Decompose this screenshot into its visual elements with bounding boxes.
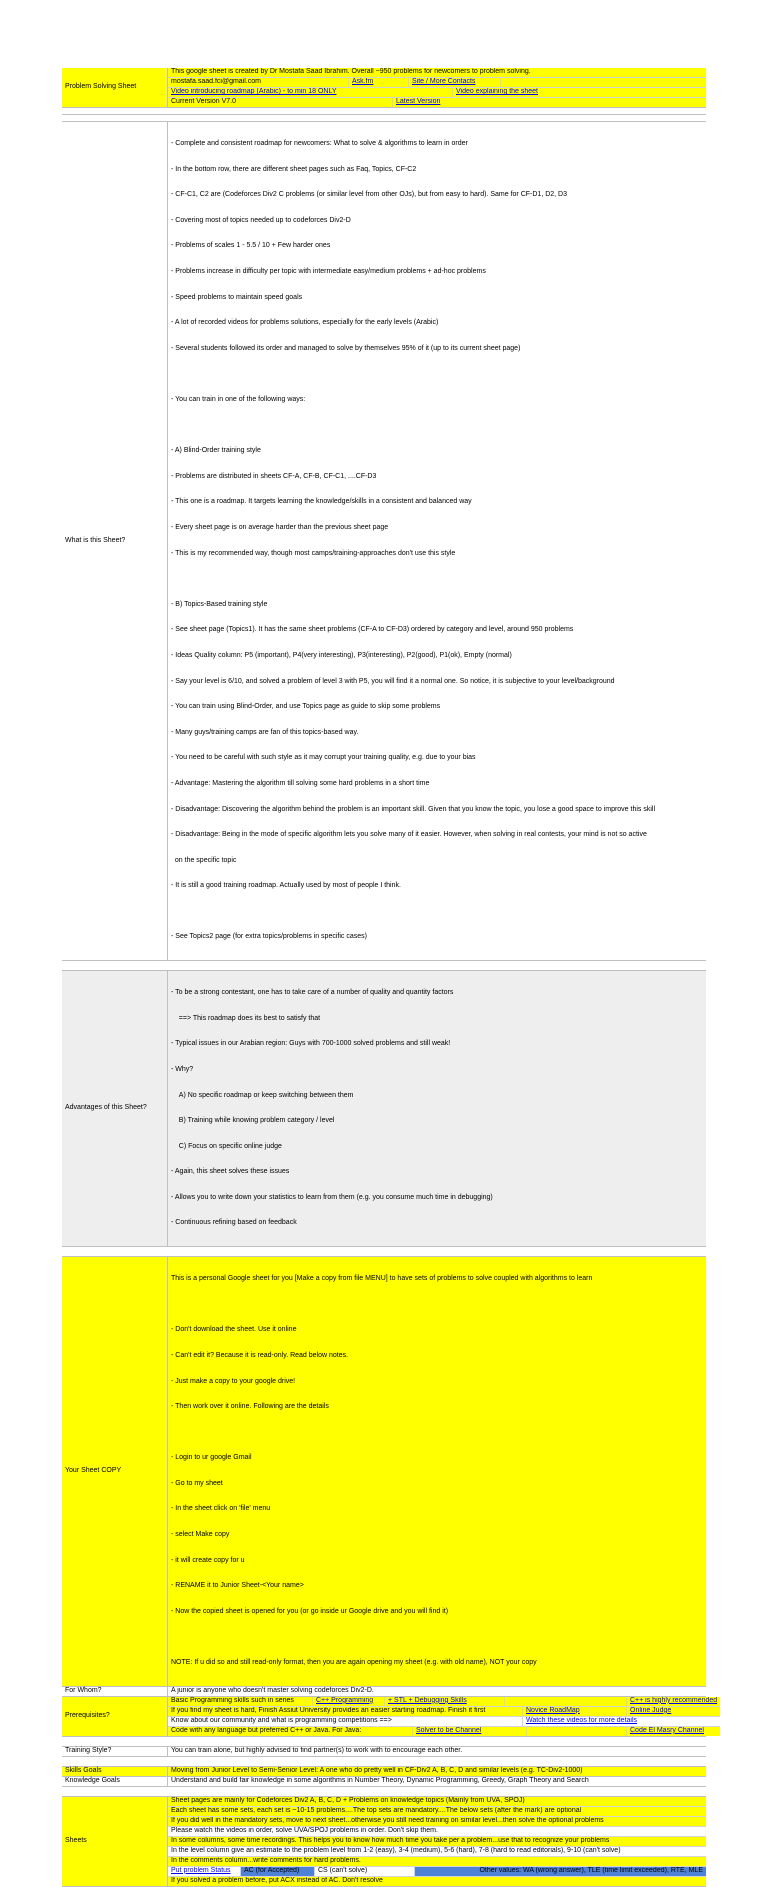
- what-line-16: - This is my recommended way, though most camps/training-approaches don't use this style: [171, 549, 456, 557]
- sheets-line-4: In some columns, some time recordings. This helps you to know how much time you take per a problem...use that to recognize your problems: [171, 1836, 610, 1844]
- code-el-masry-link[interactable]: Code El Masry Channel: [630, 1726, 704, 1734]
- knowledge-text: Understand and build fair knowledge in some algorithms in Number Theory, Dynamic Programming, Greedy, Graph Theory and Search: [171, 1776, 589, 1784]
- copy-line-12: - RENAME it to Junior Sheet-<Your name>: [171, 1582, 304, 1590]
- latest-version-link[interactable]: Latest Version: [396, 98, 441, 106]
- header-section: [62, 68, 706, 108]
- what-line-0: - Complete and consistent roadmap for newcomers: What to solve & algorithms to learn in order: [171, 140, 468, 148]
- training-label: Training Style?: [62, 1747, 168, 1756]
- whom-label: For Whom?: [62, 1687, 168, 1696]
- what-line-26: - Disadvantage: Discovering the algorithm behind the problem is an important skill. Given that you know the topic, you lose a good space to improve this skill: [171, 805, 656, 813]
- spreadsheet: [62, 68, 718, 1887]
- video-sheet-link[interactable]: Video explaining the sheet: [456, 88, 538, 96]
- copy-line-1: [171, 1301, 703, 1310]
- prereq-r1-text: Basic Programming skills such in series: [171, 1696, 294, 1704]
- adv-line-6: C) Focus on specific online judge: [171, 1142, 282, 1150]
- solver-channel-link[interactable]: Solver to be Channel: [416, 1726, 482, 1734]
- advantages-section: [62, 971, 706, 1247]
- copy-line-13: - Now the copied sheet is opened for you (or go inside ur Google drive and you will find it): [171, 1607, 449, 1615]
- what-section: [62, 122, 706, 961]
- site-link[interactable]: Site / More Contacts: [412, 78, 476, 86]
- skills-text: Moving from Junior Level to Semi-Senior Level: A one who do pretty well in CF-Div2 A, B, C, D and similar levels (e.g. TC-Div2-1000): [171, 1766, 583, 1774]
- adv-line-7: - Again, this sheet solves these issues: [171, 1168, 290, 1176]
- adv-line-3: - Why?: [171, 1065, 194, 1073]
- adv-line-2: - Typical issues in our Arabian region: Guys with 700-1000 solved problems and still weak!: [171, 1040, 451, 1048]
- adv-line-9: - Continuous refining based on feedback: [171, 1219, 297, 1227]
- whom-text: A junior is anyone who doesn't master solving codeforces Div2-D.: [171, 1686, 374, 1694]
- spacer-row: [62, 1737, 706, 1747]
- stl-debugging-link[interactable]: + STL + Debugging Skills: [388, 1696, 467, 1704]
- copy-section: [62, 1257, 706, 1687]
- what-label: What is this Sheet?: [62, 122, 168, 960]
- what-line-2: - CF-C1, C2 are (Codeforces Div2 C problems (or similar level from other OJs), but from easy to hard). Same for CF-D1, D2, D3: [171, 191, 567, 199]
- what-line-6: - Speed problems to maintain speed goals: [171, 293, 303, 301]
- adv-line-0: - To be a strong contestant, one has to take care of a number of quality and quantity factors: [171, 989, 454, 997]
- what-line-4: - Problems of scales 1 - 5.5 / 10 + Few harder ones: [171, 242, 331, 250]
- what-line-11: [171, 422, 703, 431]
- copy-line-9: - In the sheet click on 'file' menu: [171, 1505, 271, 1513]
- cpp-recommended-link[interactable]: C++ is highly recommended: [630, 1696, 718, 1704]
- what-line-27: - Disadvantage: Being in the mode of specific algorithm lets you solve many of it easier. However, when solving in real contests, your mind is not so active: [171, 831, 647, 839]
- sheets-section: [62, 1797, 706, 1887]
- what-line-22: - You can train using Blind-Order, and use Topics page as guide to skip some problems: [171, 703, 441, 711]
- video-roadmap-link[interactable]: Video introducing roadmap (Arabic) - to min 18 ONLY: [171, 88, 337, 96]
- what-line-18: - B) Topics-Based training style: [171, 600, 268, 608]
- spacer-row: [62, 1787, 706, 1797]
- adv-line-1: ==> This roadmap does its best to satisfy that: [171, 1014, 321, 1022]
- watch-videos-link[interactable]: Watch these videos for more details: [526, 1716, 638, 1724]
- copy-line-5: - Then work over it online. Following are the details: [171, 1403, 329, 1411]
- copy-line-2: - Don't download the sheet. Use it online: [171, 1326, 297, 1334]
- intro-text: This google sheet is created by Dr Mostafa Saad Ibrahim. Overall ~950 problems for newcomers to problem solving.: [171, 68, 531, 76]
- training-text: You can train alone, but highly advised to find partner(s) to work with to encourage each other.: [171, 1746, 463, 1754]
- what-line-25: - Advantage: Mastering the algorithm till solving some hard problems in a short time: [171, 779, 430, 787]
- copy-line-11: - it will create copy for u: [171, 1556, 245, 1564]
- copy-line-3: - Can't edit it? Because it is read-only. Read below notes.: [171, 1351, 349, 1359]
- copy-line-10: - select Make copy: [171, 1531, 230, 1539]
- what-line-3: - Covering most of topics needed up to codeforces Div2-D: [171, 216, 351, 224]
- adv-line-4: A) No specific roadmap or keep switching between them: [171, 1091, 354, 1099]
- advantages-label: Advantages of this Sheet?: [62, 971, 168, 1246]
- status-ac: AC (for Accepted): [240, 1867, 314, 1876]
- spacer-row: [62, 961, 706, 971]
- what-line-19: - See sheet page (Topics1). It has the same sheet problems (CF-A to CF-D3) ordered by category and level, around 950 problems: [171, 626, 574, 634]
- what-line-15: - Every sheet page is on average harder than the previous sheet page: [171, 523, 389, 531]
- whom-section: [62, 1687, 706, 1697]
- copy-line-4: - Just make a copy to your google drive!: [171, 1377, 296, 1385]
- prereq-r2-text: If you find my sheet is hard, Finish Assiut University provides an easier starting roadmap. Finish it first: [171, 1706, 486, 1714]
- what-line-23: - Many guys/training camps are fan of this topics-based way.: [171, 728, 359, 736]
- spacer-row: [62, 1757, 706, 1767]
- sheets-line-3: Please watch the videos in order, solve UVA/SPOJ problems in order. Don't skip them.: [171, 1826, 438, 1834]
- what-line-28: on the specific topic: [171, 856, 237, 864]
- sheets-line-6: In the comments column...write comments for hard problems.: [171, 1856, 361, 1864]
- prereq-r3-text: Know about our community and what is programming competitions ==>: [171, 1716, 392, 1724]
- copy-line-6: [171, 1429, 703, 1438]
- what-line-12: - A) Blind-Order training style: [171, 447, 261, 455]
- spacer-row: [62, 1247, 706, 1257]
- sheets-line-2: If you did well in the mandatory sets, move to next sheet...otherwise you still need training on similar level...then solve the optional problems: [171, 1816, 604, 1824]
- sheets-last-line: If you solved a problem before, put ACX instead of AC. Don't resolve: [171, 1876, 383, 1884]
- what-line-21: - Say your level is 6/10, and solved a problem of level 3 with P5, you will find it a normal one. So notice, it is subjective to your level/background: [171, 677, 615, 685]
- what-line-8: - Several students followed its order and managed to solve by themselves 95% of it (up to its current sheet page): [171, 344, 521, 352]
- sheets-label: Sheets: [62, 1797, 168, 1886]
- sheets-line-0: Sheet pages are mainly for Codeforces Div2 A, B, C, D + Problems on knowledge topics (Mainly from UVA, SPOJ): [171, 1796, 525, 1804]
- adv-line-5: B) Training while knowing problem category / level: [171, 1117, 335, 1125]
- knowledge-label: Knowledge Goals: [62, 1777, 168, 1786]
- what-line-10: - You can train in one of the following ways:: [171, 396, 306, 403]
- what-line-31: - See Topics2 page (for extra topics/problems in specific cases): [171, 933, 367, 941]
- what-line-24: - You need to be careful with such style as it may corrupt your training quality, e.g. due to your bias: [171, 754, 476, 762]
- what-line-7: - A lot of recorded videos for problems solutions, especially for the early levels (Arabic): [171, 319, 439, 327]
- status-cs: CS (can't solve): [314, 1867, 414, 1876]
- novice-roadmap-link[interactable]: Novice RoadMap: [526, 1706, 580, 1714]
- what-line-17: [171, 575, 703, 584]
- training-section: [62, 1747, 706, 1757]
- spacer-row: [62, 115, 706, 122]
- copy-line-14: [171, 1633, 703, 1642]
- what-line-20: - Ideas Quality column: P5 (important), P4(very interesting), P3(interesting), P2(good), P1(ok), Empty (normal): [171, 651, 512, 659]
- what-line-13: - Problems are distributed in sheets CF-A, CF-B, CF-C1, ....CF-D3: [171, 472, 377, 480]
- sheets-line-1: Each sheet has some sets, each set is ~10-15 problems....The top sets are mandatory....The below sets (after the mark) are optional: [171, 1806, 582, 1814]
- header-label: Problem Solving Sheet: [62, 68, 168, 107]
- what-line-30: [171, 908, 703, 917]
- skills-section: [62, 1767, 706, 1777]
- copy-line-15: NOTE: If u did so and still read-only format, then you are again opening my sheet (e.g. with old name), NOT your copy: [171, 1659, 537, 1667]
- what-line-29: - It is still a good training roadmap. Actually used by most of people I think.: [171, 882, 401, 890]
- spacer-row: [62, 108, 706, 115]
- what-line-9: [171, 370, 703, 379]
- what-line-5: - Problems increase in difficulty per topic with intermediate easy/medium problems + ad-hoc problems: [171, 268, 486, 276]
- copy-line-7: - Login to ur google Gmail: [171, 1454, 252, 1462]
- copy-label: Your Sheet COPY: [62, 1257, 168, 1686]
- cpp-programming-link[interactable]: C++ Programming: [316, 1696, 374, 1704]
- ask-link[interactable]: Ask.fm: [352, 78, 374, 86]
- email-text: mostafa.saad.fci@gmail.com: [171, 78, 261, 86]
- prereq-label: Prerequisites?: [62, 1697, 168, 1736]
- adv-line-8: - Allows you to write down your statistics to learn from them (e.g. you consume much time in debugging): [171, 1193, 493, 1201]
- knowledge-section: [62, 1777, 706, 1787]
- prereq-r4-text: Code with any language but preferred C++ or Java. For Java:: [171, 1726, 362, 1734]
- copy-line-0: This is a personal Google sheet for you [Make a copy from file MENU] to have sets of problems to solve coupled with algorithms to learn: [171, 1275, 593, 1283]
- prereq-section: [62, 1696, 718, 1737]
- online-judge-link[interactable]: Online Judge: [630, 1706, 672, 1714]
- what-line-1: - In the bottom row, there are different sheet pages such as Faq, Topics, CF-C2: [171, 165, 417, 173]
- skills-label: Skills Goals: [62, 1767, 168, 1776]
- sheets-line-5: In the level column give an estimate to the problem level from 1-2 (easy), 3-4 (medium), 5-6 (hard), 7-8 (hard to read editorials), 9-10 (can't solve): [171, 1846, 621, 1854]
- problem-status-link[interactable]: Put problem Status: [171, 1866, 231, 1874]
- version-text: Current Version V7.0: [171, 98, 236, 106]
- what-line-14: - This one is a roadmap. It targets learning the knowledge/skills in a consistent and balanced way: [171, 498, 472, 506]
- copy-line-8: - Go to my sheet: [171, 1479, 223, 1487]
- status-other: Other values: WA (wrong answer), TLE (time limit exceeded), RTE, MLE: [414, 1867, 706, 1876]
